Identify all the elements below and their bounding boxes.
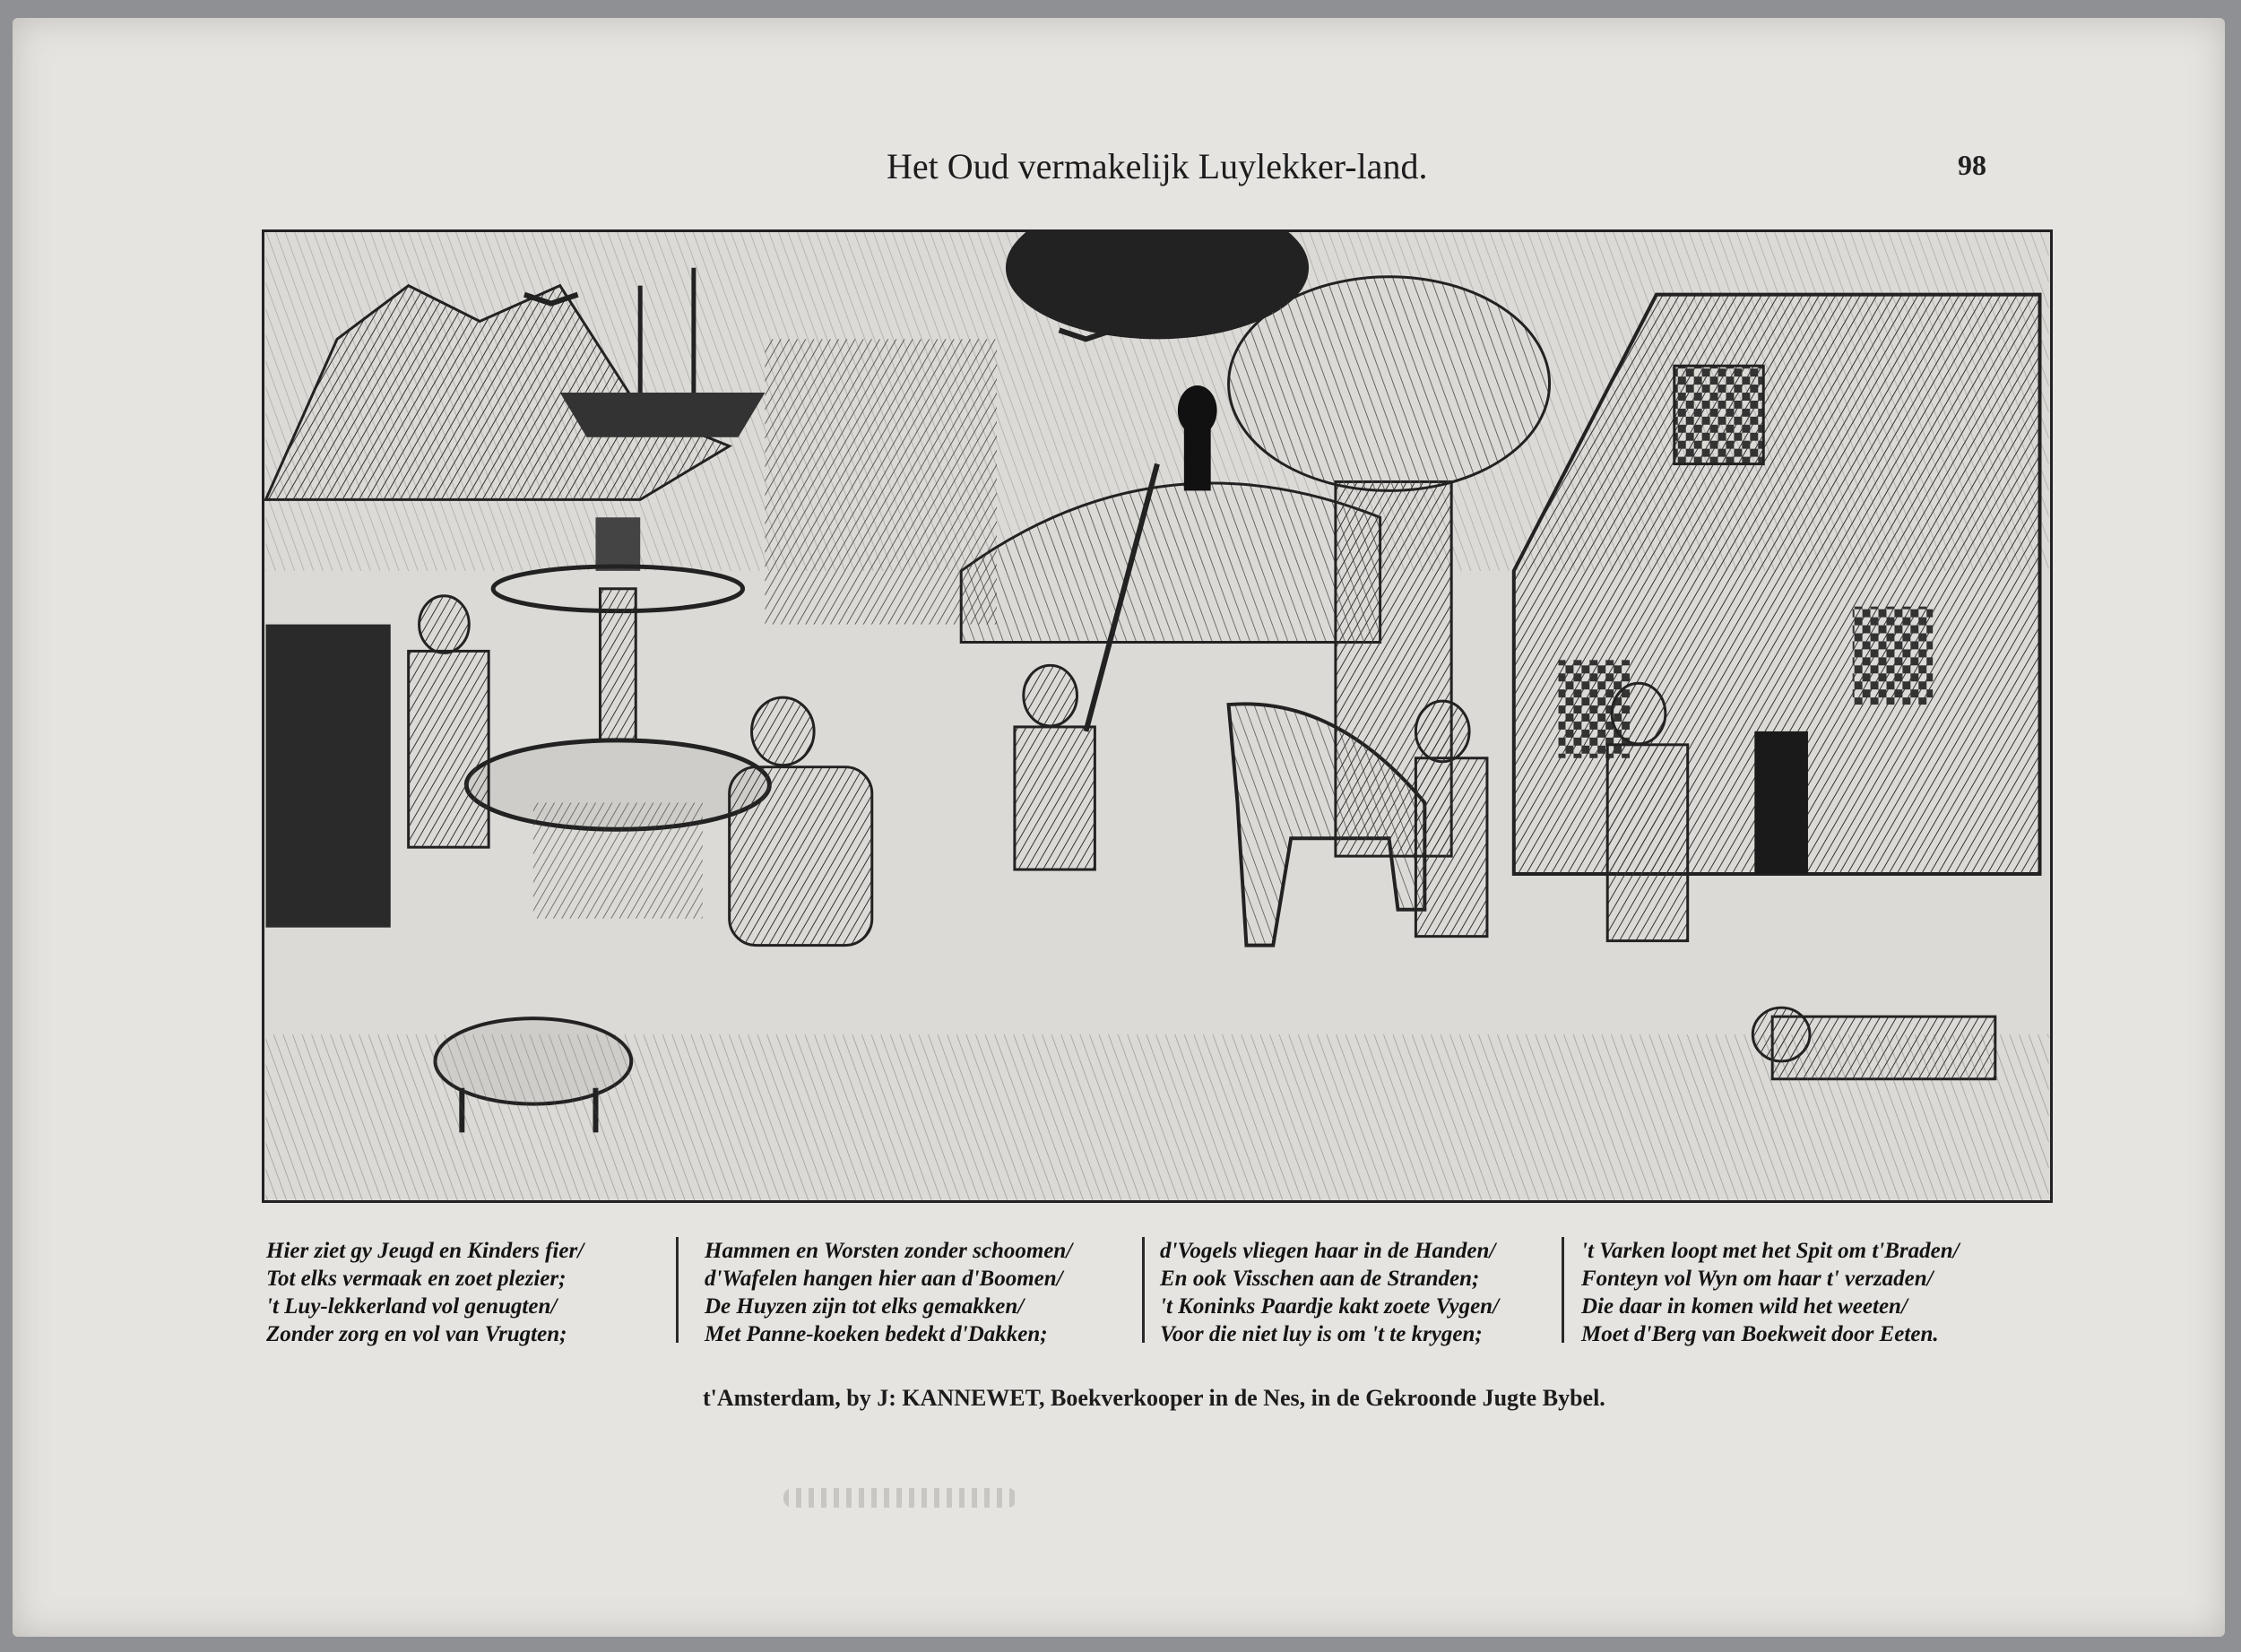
column-divider xyxy=(1142,1237,1145,1343)
verse-line: Met Panne-koeken bedekt d'Dakken; xyxy=(705,1322,1048,1346)
verse-line: Fonteyn vol Wyn om haar t' verzaden/ xyxy=(1581,1267,1934,1291)
verse-line: 't Varken loopt met het Spit om t'Braden/ xyxy=(1581,1239,1960,1263)
woodcut-illustration xyxy=(262,229,2053,1203)
print-title: Het Oud vermakelijk Luylekker-land. xyxy=(887,146,1428,186)
verse-line: De Huyzen zijn tot elks gemakken/ xyxy=(705,1294,1025,1319)
verse-line: Hier ziet gy Jeugd en Kinders fier/ xyxy=(266,1239,584,1263)
verse-line: En ook Visschen aan de Stranden; xyxy=(1160,1267,1480,1291)
faint-stamp-mark xyxy=(783,1488,1017,1508)
publisher-imprint: t'Amsterdam, by J: KANNEWET, Boekverkooper in de Nes, in de Gekroonde Jugte Bybel. xyxy=(703,1385,1605,1411)
column-divider xyxy=(1562,1237,1564,1343)
verse-block-2 xyxy=(705,1237,1081,1348)
verse-line: Moet d'Berg van Boekweit door Eeten. xyxy=(1581,1322,1939,1346)
verse-block-4 xyxy=(1581,1237,2029,1348)
verse-line: Die daar in komen wild het weeten/ xyxy=(1581,1294,1908,1319)
verse-block-1 xyxy=(266,1237,643,1348)
verse-line: d'Wafelen hangen hier aan d'Boomen/ xyxy=(705,1267,1063,1291)
verse-line: Zonder zorg en vol van Vrugten; xyxy=(266,1322,567,1346)
paper-sheet xyxy=(13,18,2225,1637)
verse-line: 't Luy-lekkerland vol genugten/ xyxy=(266,1294,558,1319)
verse-line: d'Vogels vliegen haar in de Handen/ xyxy=(1160,1239,1496,1263)
verse-line: Tot elks vermaak en zoet plezier; xyxy=(266,1267,567,1291)
woodcut-scene xyxy=(264,232,2050,1200)
verse-line: Voor die niet luy is om 't te krygen; xyxy=(1160,1322,1483,1346)
verse-block-3 xyxy=(1160,1237,1536,1348)
verse-line: 't Koninks Paardje kakt zoete Vygen/ xyxy=(1160,1294,1500,1319)
verse-line: Hammen en Worsten zonder schoomen/ xyxy=(705,1239,1073,1263)
page-number: 98 xyxy=(1958,149,1986,181)
column-divider xyxy=(676,1237,679,1343)
